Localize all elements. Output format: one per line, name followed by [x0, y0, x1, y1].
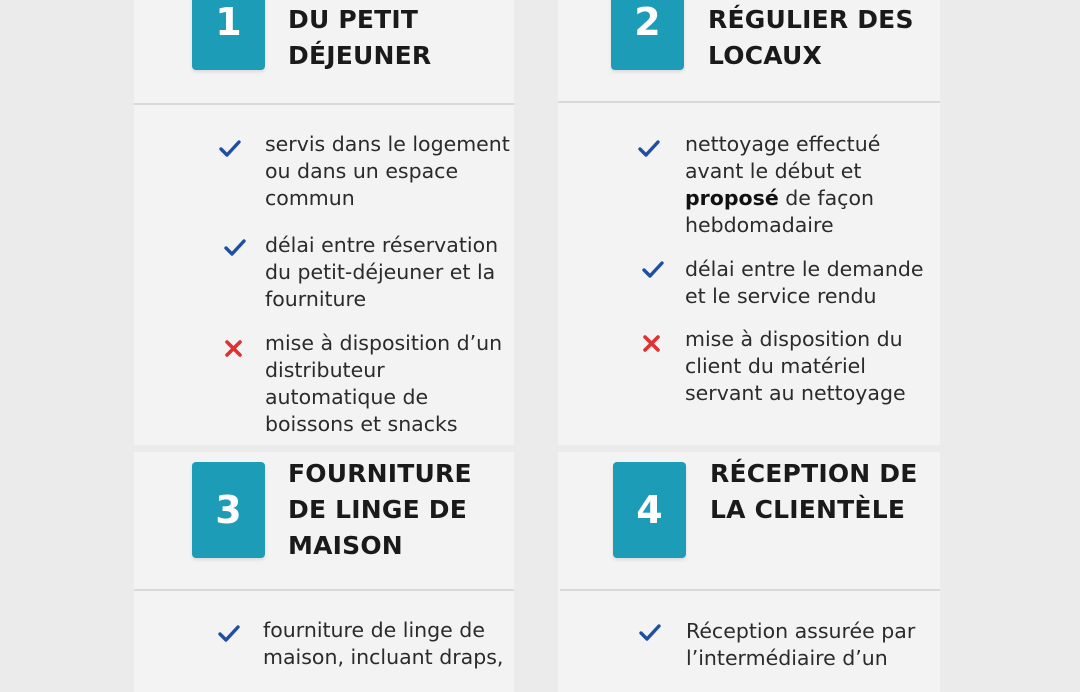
cross-icon [639, 331, 665, 357]
section-4-number-badge [613, 462, 686, 558]
list-item-line: du petit-déjeuner et la [265, 260, 496, 284]
section-4-number: 4 [636, 488, 663, 532]
list-item-line: client du matériel [685, 354, 866, 378]
section-2-item-2 [685, 256, 923, 310]
check-icon [217, 136, 243, 162]
check-icon [637, 620, 663, 646]
list-item-line: automatique de [265, 385, 429, 409]
check-icon [640, 257, 666, 283]
section-3-title-line: DE LINGE DE [288, 495, 468, 524]
section-2-item-1 [685, 131, 880, 239]
section-3-item-1 [263, 617, 503, 671]
section-1-divider [134, 103, 514, 105]
cross-icon [221, 336, 247, 362]
list-item-line: et le service rendu [685, 284, 877, 308]
list-item-line: délai entre le demande [685, 257, 924, 281]
section-1-title [288, 2, 431, 74]
list-item-line [685, 185, 880, 212]
section-4-title-line: LA CLIENTÈLE [710, 495, 906, 524]
section-1-item-3 [265, 330, 502, 438]
list-item-line: délai entre réservation [265, 233, 499, 257]
section-3-number: 3 [215, 488, 242, 532]
list-item-line: l’intermédiaire d’un [686, 646, 888, 670]
section-3-title-line: FOURNITURE [288, 459, 472, 488]
section-1-number: 1 [215, 0, 242, 44]
list-item-line-rest: de façon [778, 186, 874, 210]
section-2-item-3 [685, 326, 906, 407]
section-2-title-line: RÉGULIER DES [708, 5, 914, 34]
list-item-line: commun [265, 186, 355, 210]
list-item-line: mise à disposition d’un [265, 331, 503, 355]
section-3-divider [134, 589, 514, 591]
section-2-title-line: LOCAUX [708, 41, 822, 70]
list-item-line: boissons et snacks [265, 412, 458, 436]
section-3-title-line: MAISON [288, 531, 403, 560]
check-icon [222, 235, 248, 261]
list-item-line: distributeur [265, 358, 385, 382]
section-1-item-2 [265, 232, 498, 313]
list-item-line: Réception assurée par [686, 619, 916, 643]
list-item-line: nettoyage effectué [685, 132, 881, 156]
section-4-title-line: RÉCEPTION DE [710, 459, 918, 488]
section-3-number-badge [192, 462, 265, 558]
section-4-divider [560, 589, 940, 591]
check-icon [216, 621, 242, 647]
list-item-line: fourniture de linge de [263, 618, 485, 642]
section-2-title [708, 2, 914, 74]
section-1-title-line: DU PETIT [288, 5, 419, 34]
section-3-title [288, 456, 472, 564]
list-item-line: hebdomadaire [685, 213, 834, 237]
section-2-number-badge [611, 0, 684, 70]
list-item-line: fourniture [265, 287, 367, 311]
section-2-divider [558, 101, 940, 103]
list-item-line: mise à disposition du [685, 327, 903, 351]
check-icon [636, 136, 662, 162]
list-item-line: ou dans un espace [265, 159, 459, 183]
section-4-item-1 [686, 618, 915, 672]
list-item-line: avant le début et [685, 159, 862, 183]
section-1-item-1 [265, 131, 510, 212]
section-1-title-line: DÉJEUNER [288, 41, 432, 70]
section-2-number: 2 [634, 0, 661, 44]
list-item-line: maison, incluant draps, [263, 645, 504, 669]
section-1-number-badge [192, 0, 265, 70]
list-item-line: servis dans le logement [265, 132, 510, 156]
section-4-title [710, 456, 918, 528]
list-item-line: servant au nettoyage [685, 381, 906, 405]
emphasis-text: proposé [685, 186, 779, 210]
